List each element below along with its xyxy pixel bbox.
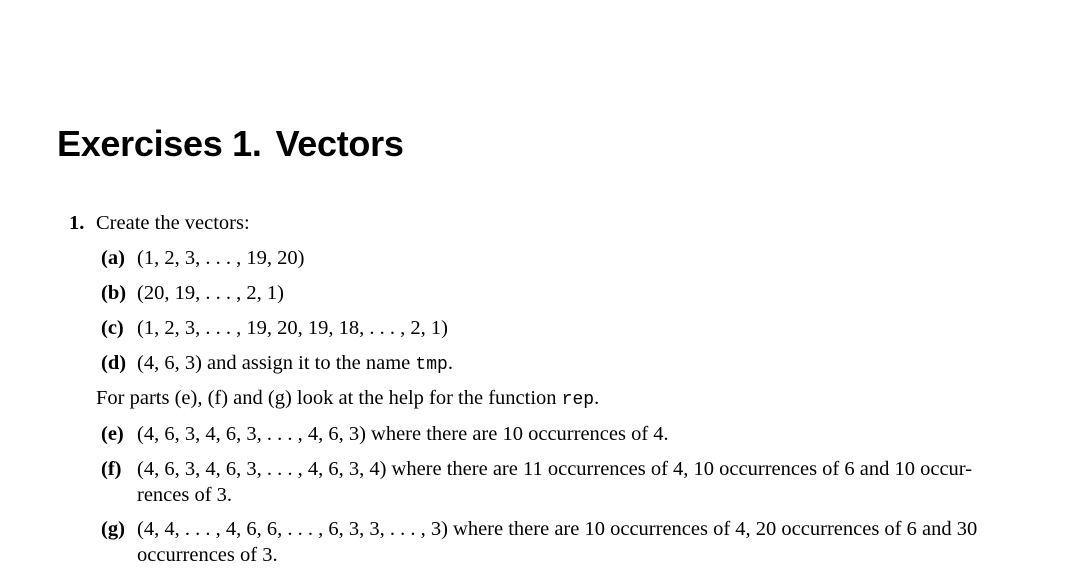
rep-help-note bbox=[96, 385, 599, 413]
part-g-continuation bbox=[137, 542, 278, 568]
code-rep: rep bbox=[561, 390, 595, 410]
part-text: (4, 4, . . . , 4, 6, 6, . . . , 6, 3, 3, . . . , 3) where there are 10 occurrences of 4, 20 occurrences of 6 and 30 bbox=[137, 518, 978, 540]
part-label: (c) bbox=[101, 317, 124, 339]
problem-1-header bbox=[69, 210, 250, 236]
problem-intro: Create the vectors: bbox=[96, 212, 250, 234]
part-label: (b) bbox=[101, 282, 127, 304]
part-text: occurrences of 3. bbox=[137, 544, 278, 566]
code-tmp: tmp bbox=[415, 355, 448, 375]
part-text: (1, 2, 3, . . . , 19, 20, 19, 18, . . . , 2, 1) bbox=[137, 317, 448, 339]
part-g bbox=[101, 516, 977, 542]
part-label: (g) bbox=[101, 518, 125, 540]
part-label: (e) bbox=[101, 423, 124, 445]
part-label: (d) bbox=[101, 352, 127, 374]
section-title bbox=[57, 122, 404, 166]
part-d bbox=[101, 350, 453, 378]
section-name: Vectors bbox=[275, 123, 404, 164]
part-label: (f) bbox=[101, 458, 122, 480]
note-text-end: . bbox=[594, 387, 600, 409]
part-text: (4, 6, 3) and assign it to the name bbox=[137, 352, 416, 374]
part-f-continuation bbox=[137, 482, 232, 508]
part-c bbox=[101, 315, 448, 341]
part-text: (4, 6, 3, 4, 6, 3, . . . , 4, 6, 3, 4) where there are 11 occurrences of 4, 10 occurrences of 6 and 10 occur- bbox=[137, 458, 973, 480]
part-text: (1, 2, 3, . . . , 19, 20) bbox=[137, 247, 305, 269]
note-text: For parts (e), (f) and (g) look at the help for the function bbox=[96, 387, 562, 409]
part-f bbox=[101, 456, 972, 482]
part-label: (a) bbox=[101, 247, 125, 269]
part-text-end: . bbox=[447, 352, 453, 374]
section-number: Exercises 1. bbox=[57, 123, 262, 164]
part-text: (4, 6, 3, 4, 6, 3, . . . , 4, 6, 3) where there are 10 occurrences of 4. bbox=[137, 423, 669, 445]
problem-number: 1. bbox=[69, 212, 85, 234]
part-b bbox=[101, 280, 284, 306]
part-a bbox=[101, 245, 304, 271]
part-text: rences of 3. bbox=[137, 484, 233, 506]
part-e bbox=[101, 421, 669, 447]
part-text: (20, 19, . . . , 2, 1) bbox=[137, 282, 284, 304]
